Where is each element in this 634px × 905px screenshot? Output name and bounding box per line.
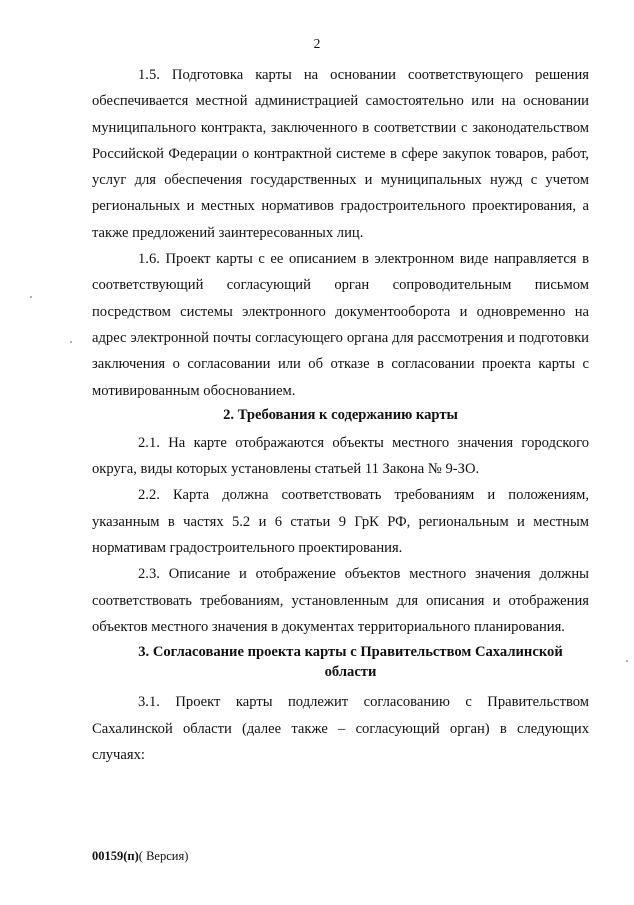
section-3-heading <box>92 642 589 682</box>
page-number: 2 <box>313 36 321 51</box>
paragraph-2-1: 2.1. На карте отображаются объекты местного значения городского округа, виды которых установлены статьей 11 Закона № 9-ЗО. <box>92 434 589 478</box>
scan-speck <box>626 660 628 662</box>
paragraph-3-1: 3.1. Проект карты подлежит согласованию с Правительством Сахалинской области (далее также – согласующий орган) в следующих случаях: <box>92 694 589 763</box>
footer-version: ( Версия) <box>138 849 189 863</box>
paragraph-1-6: 1.6. Проект карты с ее описанием в электронном виде направляется в соответствующий согласующий орган сопроводительным письмом посредством системы электронного документооборота и одновременно на адрес электронной почты согласующего органа для рассмотрения и подготовки заключения о согласовании или об отказе в согласовании проекта карты с мотивированным обоснованием. <box>92 251 589 399</box>
section-2-heading: 2. Требования к содержанию карты <box>223 406 458 423</box>
paragraph-1-5: 1.5. Подготовка карты на основании соответствующего решения обеспечивается местной администрацией самостоятельно или на основании муниципального контракта, заключенного в соответствии с законодательством Российской Федерации о контрактной системе в сфере закупок товаров, работ, услуг для обеспечения государственных и муниципальных нужд с учетом региональных и местных нормативов градостроительного проектирования, а также предложений заинтересованных лиц. <box>92 67 589 241</box>
document-body <box>92 62 589 768</box>
section-3-heading-line1: 3. Согласование проекта карты с Правительством Сахалинской <box>138 644 563 661</box>
footer-code: 00159(п) <box>92 849 139 863</box>
scan-speck <box>70 341 72 343</box>
document-footer <box>92 849 188 864</box>
paragraph-2-3: 2.3. Описание и отображение объектов местного значения должны соответствовать требованиям, установленным для описания и отображения объектов местного значения в документах территориального планирования. <box>92 566 589 635</box>
paragraph-2-2: 2.2. Карта должна соответствовать требованиям и положениям, указанным в частях 5.2 и 6 статьи 9 ГрК РФ, региональным и местным нормативам градостроительного проектирования. <box>92 487 589 557</box>
section-3-heading-line2: области <box>324 664 377 681</box>
scan-speck <box>30 296 32 298</box>
